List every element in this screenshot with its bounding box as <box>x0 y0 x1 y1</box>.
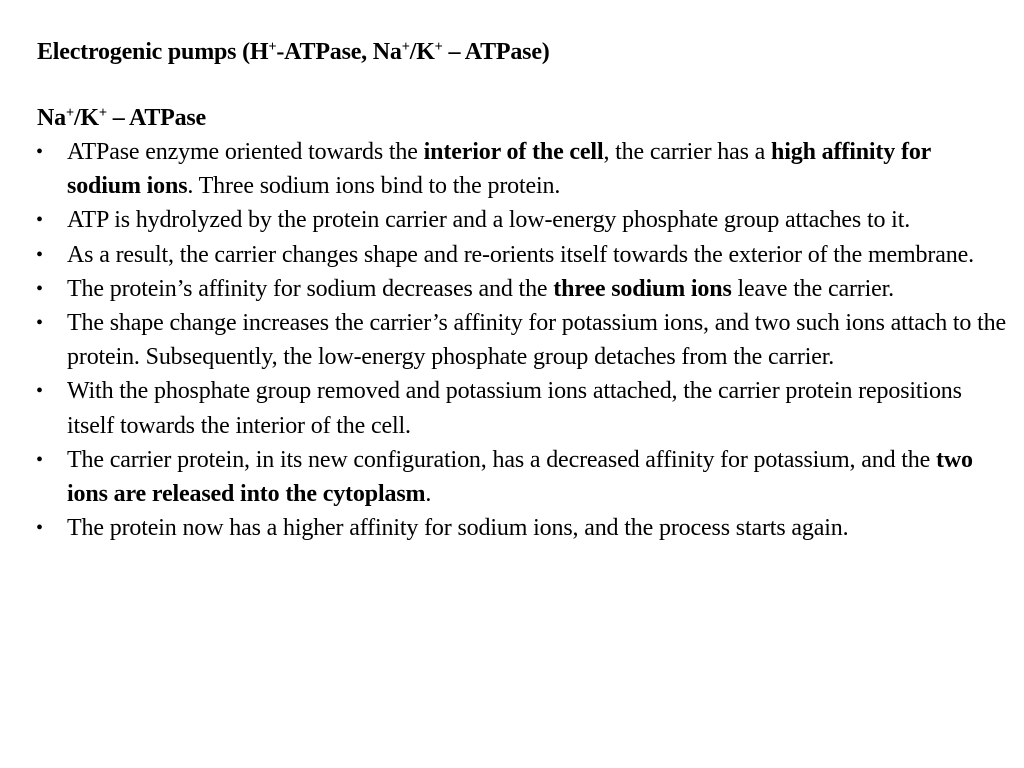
bullet-item <box>0 374 1010 442</box>
bullet-item <box>0 306 1010 374</box>
bullet-text: The carrier protein, in its new configuration, has a decreased affinity for potassium, and the <box>67 446 937 473</box>
section-heading <box>37 101 206 135</box>
bullet-text: The protein now has a higher affinity for sodium ions, and the process starts again. <box>67 515 849 542</box>
bullet-list <box>0 135 1010 545</box>
superscript-plus: + <box>268 39 277 56</box>
bullet-text: ATP is hydrolyzed by the protein carrier and a low-energy phosphate group attaches to it. <box>67 207 911 234</box>
bullet-dot-icon: • <box>36 243 43 266</box>
bullet-item <box>0 511 1010 545</box>
bullet-dot-icon: • <box>36 312 43 335</box>
bullet-text: . Three sodium ions bind to the protein. <box>187 173 561 200</box>
slide-title <box>37 35 550 69</box>
title-text: -ATPase, Na <box>276 39 402 65</box>
heading-text: Na <box>37 105 66 131</box>
bullet-item <box>0 135 1010 203</box>
title-text: Electrogenic pumps (H <box>37 39 269 65</box>
bullet-text: leave the carrier. <box>731 275 895 302</box>
superscript-plus: + <box>65 105 74 122</box>
bullet-dot-icon: • <box>36 448 43 471</box>
superscript-plus: + <box>401 39 410 56</box>
bullet-item <box>0 272 1010 306</box>
heading-text: – ATPase <box>106 105 206 131</box>
bullet-dot-icon: • <box>36 277 43 300</box>
bullet-dot-icon: • <box>36 380 43 403</box>
bullet-text: As a result, the carrier changes shape and re-orients itself towards the exterior of the membrane. <box>67 241 974 268</box>
bullet-item <box>0 238 1010 272</box>
title-text: – ATPase) <box>442 39 550 65</box>
superscript-plus: + <box>434 39 443 56</box>
bullet-dot-icon: • <box>36 517 43 540</box>
bullet-emphasis: high affinity for sodium ions <box>67 139 931 200</box>
bullet-dot-icon: • <box>36 141 43 163</box>
bullet-dot-icon: • <box>36 209 43 232</box>
bullet-emphasis: two ions are released into the cytoplasm <box>67 446 973 508</box>
bullet-text: With the phosphate group removed and potassium ions attached, the carrier protein repositions itself towards the interior of the cell. <box>67 378 962 439</box>
heading-text: /K <box>73 105 99 131</box>
bullet-text: . <box>425 481 432 508</box>
bullet-text: ATPase enzyme oriented towards the <box>67 139 424 165</box>
bullet-emphasis: interior of the cell <box>423 139 604 165</box>
bullet-emphasis: three sodium ions <box>553 275 732 302</box>
bullet-item <box>0 203 1010 237</box>
bullet-text: The protein’s affinity for sodium decreases and the <box>67 275 554 302</box>
superscript-plus: + <box>98 105 107 122</box>
title-text: /K <box>409 39 435 65</box>
bullet-text: , the carrier has a <box>603 139 772 165</box>
bullet-item <box>0 443 1010 511</box>
bullet-text: The shape change increases the carrier’s affinity for potassium ions, and two such ions attach to the protein. Subsequently, the low-energy phosphate group detaches from the carrier. <box>67 310 1007 371</box>
